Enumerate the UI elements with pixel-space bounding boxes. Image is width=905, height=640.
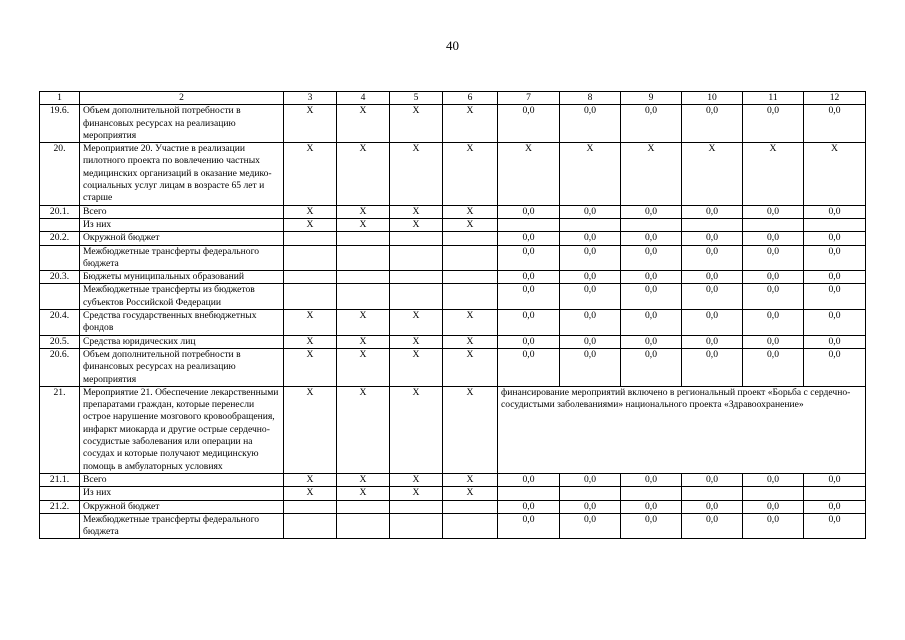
value-cell (682, 487, 743, 500)
table-row (40, 271, 866, 284)
value-cell (743, 487, 804, 500)
table-row (40, 487, 866, 500)
value-cell: 0,0 (498, 513, 560, 539)
value-cell: 0,0 (560, 205, 621, 218)
value-cell: 0,0 (621, 473, 682, 486)
value-cell: X (337, 348, 390, 386)
value-cell: 0,0 (498, 310, 560, 336)
row-name-cell: Мероприятие 20. Участие в реализации пилотного проекта по вовлечению частных медицинских организаций в оказание медико-социальных услуг лицам в возрасте 65 лет и старше (80, 143, 284, 205)
value-cell: X (284, 310, 337, 336)
value-cell (804, 487, 866, 500)
header-cell: 11 (743, 92, 804, 105)
value-cell: 0,0 (804, 500, 866, 513)
value-cell: 0,0 (743, 284, 804, 310)
value-cell (743, 218, 804, 231)
value-cell (498, 218, 560, 231)
value-cell: 0,0 (743, 205, 804, 218)
value-cell: X (284, 335, 337, 348)
header-cell: 3 (284, 92, 337, 105)
value-cell (560, 487, 621, 500)
table-row (40, 386, 866, 473)
value-cell: 0,0 (560, 473, 621, 486)
value-cell: 0,0 (804, 105, 866, 143)
value-cell: 0,0 (743, 232, 804, 245)
value-cell: X (284, 218, 337, 231)
value-cell: 0,0 (804, 473, 866, 486)
value-cell (621, 487, 682, 500)
value-cell: X (560, 143, 621, 205)
value-cell (284, 500, 337, 513)
value-cell: 0,0 (621, 513, 682, 539)
table-row (40, 143, 866, 205)
value-cell: 0,0 (804, 284, 866, 310)
header-cell: 8 (560, 92, 621, 105)
value-cell (443, 513, 498, 539)
row-name-cell: Из них (80, 218, 284, 231)
row-number-cell: 20.3. (40, 271, 80, 284)
value-cell (390, 245, 443, 271)
header-cell: 4 (337, 92, 390, 105)
header-row (40, 92, 866, 105)
value-cell (390, 271, 443, 284)
row-number-cell (40, 218, 80, 231)
value-cell: 0,0 (804, 335, 866, 348)
value-cell: X (743, 143, 804, 205)
value-cell: 0,0 (804, 232, 866, 245)
row-name-cell: Окружной бюджет (80, 500, 284, 513)
value-cell: 0,0 (560, 513, 621, 539)
value-cell: 0,0 (621, 232, 682, 245)
value-cell: X (443, 105, 498, 143)
value-cell: X (443, 487, 498, 500)
value-cell: 0,0 (743, 335, 804, 348)
value-cell: X (390, 143, 443, 205)
value-cell: 0,0 (682, 284, 743, 310)
value-cell: 0,0 (621, 105, 682, 143)
value-cell: 0,0 (560, 232, 621, 245)
value-cell: 0,0 (498, 284, 560, 310)
value-cell: 0,0 (743, 271, 804, 284)
value-cell: 0,0 (804, 513, 866, 539)
value-cell: 0,0 (621, 284, 682, 310)
value-cell: 0,0 (621, 335, 682, 348)
table-row (40, 473, 866, 486)
value-cell: X (443, 348, 498, 386)
table-row (40, 513, 866, 539)
row-number-cell: 20.5. (40, 335, 80, 348)
value-cell: 0,0 (804, 205, 866, 218)
value-cell: 0,0 (560, 284, 621, 310)
value-cell: X (390, 105, 443, 143)
row-name-cell: Межбюджетные трансферты федерального бюджета (80, 245, 284, 271)
value-cell (443, 284, 498, 310)
table-row (40, 335, 866, 348)
value-cell: 0,0 (682, 271, 743, 284)
row-number-cell: 20.6. (40, 348, 80, 386)
value-cell: 0,0 (682, 335, 743, 348)
value-cell: X (337, 143, 390, 205)
value-cell (284, 271, 337, 284)
value-cell: X (390, 348, 443, 386)
value-cell: 0,0 (682, 473, 743, 486)
value-cell: 0,0 (498, 232, 560, 245)
value-cell: X (804, 143, 866, 205)
row-name-cell: Средства государственных внебюджетных фондов (80, 310, 284, 336)
row-name-cell: Объем дополнительной потребности в финансовых ресурсах на реализацию мероприятия (80, 348, 284, 386)
row-name-cell: Бюджеты муниципальных образований (80, 271, 284, 284)
value-cell: X (337, 335, 390, 348)
value-cell: 0,0 (621, 271, 682, 284)
value-cell: X (337, 473, 390, 486)
row-number-cell: 20.4. (40, 310, 80, 336)
value-cell: X (337, 310, 390, 336)
value-cell (443, 232, 498, 245)
value-cell: 0,0 (682, 513, 743, 539)
value-cell: X (443, 386, 498, 473)
value-cell: 0,0 (682, 348, 743, 386)
row-number-cell: 21. (40, 386, 80, 473)
note-cell: финансирование мероприятий включено в региональный проект «Борьба с сердечно-сосудистыми заболеваниями» национального проекта «Здравоохранение» (498, 386, 866, 473)
value-cell (284, 513, 337, 539)
value-cell: 0,0 (621, 205, 682, 218)
value-cell (337, 500, 390, 513)
value-cell: X (390, 205, 443, 218)
value-cell: X (284, 473, 337, 486)
value-cell: 0,0 (682, 310, 743, 336)
header-cell: 9 (621, 92, 682, 105)
row-name-cell: Средства юридических лиц (80, 335, 284, 348)
table-row (40, 348, 866, 386)
value-cell: 0,0 (498, 348, 560, 386)
row-number-cell: 20. (40, 143, 80, 205)
value-cell: X (443, 205, 498, 218)
value-cell: X (390, 310, 443, 336)
value-cell (682, 218, 743, 231)
value-cell (390, 500, 443, 513)
value-cell: X (284, 205, 337, 218)
value-cell (443, 271, 498, 284)
value-cell: 0,0 (498, 105, 560, 143)
row-number-cell: 19.6. (40, 105, 80, 143)
value-cell: X (443, 473, 498, 486)
header-cell: 1 (40, 92, 80, 105)
table-row (40, 284, 866, 310)
value-cell: 0,0 (743, 310, 804, 336)
value-cell: X (284, 143, 337, 205)
value-cell: 0,0 (560, 335, 621, 348)
value-cell: X (443, 335, 498, 348)
row-number-cell: 20.1. (40, 205, 80, 218)
value-cell: X (337, 205, 390, 218)
row-number-cell (40, 487, 80, 500)
value-cell: 0,0 (743, 245, 804, 271)
value-cell (337, 284, 390, 310)
row-name-cell: Межбюджетные трансферты из бюджетов субъектов Российской Федерации (80, 284, 284, 310)
header-cell: 5 (390, 92, 443, 105)
header-cell: 10 (682, 92, 743, 105)
header-cell: 2 (80, 92, 284, 105)
value-cell: 0,0 (560, 271, 621, 284)
value-cell: 0,0 (498, 245, 560, 271)
value-cell: 0,0 (498, 335, 560, 348)
value-cell: 0,0 (498, 271, 560, 284)
value-cell (804, 218, 866, 231)
value-cell: 0,0 (682, 205, 743, 218)
value-cell: X (621, 143, 682, 205)
value-cell: 0,0 (498, 500, 560, 513)
value-cell (337, 232, 390, 245)
row-number-cell: 21.2. (40, 500, 80, 513)
value-cell: 0,0 (743, 348, 804, 386)
value-cell: 0,0 (682, 232, 743, 245)
row-name-cell: Всего (80, 205, 284, 218)
row-name-cell: Межбюджетные трансферты федерального бюджета (80, 513, 284, 539)
value-cell: X (337, 487, 390, 500)
table-row (40, 218, 866, 231)
value-cell: 0,0 (804, 245, 866, 271)
budget-table (39, 91, 866, 539)
value-cell: 0,0 (498, 205, 560, 218)
header-cell: 7 (498, 92, 560, 105)
value-cell: X (284, 386, 337, 473)
value-cell (337, 513, 390, 539)
value-cell (621, 218, 682, 231)
value-cell (390, 232, 443, 245)
value-cell: 0,0 (804, 348, 866, 386)
value-cell: 0,0 (560, 310, 621, 336)
header-cell: 12 (804, 92, 866, 105)
value-cell: 0,0 (560, 245, 621, 271)
value-cell: 0,0 (804, 310, 866, 336)
value-cell: X (390, 335, 443, 348)
row-name-cell: Мероприятие 21. Обеспечение лекарственными препаратами граждан, которые перенесли острое нарушение мозгового кровообращения, инфаркт миокарда и другие острые сердечно-сосудистые заболевания или операции на сосудах и которые получают медицинскую помощь в амбулаторных условиях (80, 386, 284, 473)
value-cell: X (390, 386, 443, 473)
value-cell: X (337, 105, 390, 143)
value-cell: X (443, 218, 498, 231)
value-cell: 0,0 (621, 245, 682, 271)
value-cell (284, 232, 337, 245)
value-cell: X (682, 143, 743, 205)
value-cell (560, 218, 621, 231)
value-cell (284, 245, 337, 271)
value-cell: X (443, 143, 498, 205)
value-cell: 0,0 (621, 310, 682, 336)
value-cell (443, 245, 498, 271)
value-cell: X (390, 473, 443, 486)
value-cell: 0,0 (560, 348, 621, 386)
value-cell: X (390, 487, 443, 500)
value-cell: X (390, 218, 443, 231)
row-number-cell (40, 284, 80, 310)
value-cell: 0,0 (804, 271, 866, 284)
value-cell (443, 500, 498, 513)
value-cell: X (337, 386, 390, 473)
value-cell: 0,0 (498, 473, 560, 486)
table-row (40, 245, 866, 271)
row-number-cell (40, 513, 80, 539)
table-row (40, 105, 866, 143)
table-row (40, 232, 866, 245)
value-cell: 0,0 (621, 348, 682, 386)
value-cell: 0,0 (743, 513, 804, 539)
value-cell: X (284, 348, 337, 386)
value-cell: 0,0 (682, 245, 743, 271)
row-name-cell: Всего (80, 473, 284, 486)
value-cell: 0,0 (560, 500, 621, 513)
value-cell: 0,0 (621, 500, 682, 513)
value-cell: 0,0 (743, 500, 804, 513)
value-cell: X (498, 143, 560, 205)
page-number: 40 (446, 38, 459, 53)
row-number-cell: 21.1. (40, 473, 80, 486)
table-row (40, 500, 866, 513)
value-cell (498, 487, 560, 500)
value-cell (337, 271, 390, 284)
header-cell: 6 (443, 92, 498, 105)
row-number-cell (40, 245, 80, 271)
value-cell: 0,0 (743, 473, 804, 486)
value-cell: X (284, 487, 337, 500)
row-number-cell: 20.2. (40, 232, 80, 245)
value-cell: X (337, 218, 390, 231)
table-row (40, 310, 866, 336)
value-cell: 0,0 (560, 105, 621, 143)
row-name-cell: Объем дополнительной потребности в финансовых ресурсах на реализацию мероприятия (80, 105, 284, 143)
value-cell: 0,0 (743, 105, 804, 143)
value-cell (390, 513, 443, 539)
value-cell: X (284, 105, 337, 143)
value-cell (337, 245, 390, 271)
value-cell: 0,0 (682, 500, 743, 513)
table-row (40, 205, 866, 218)
value-cell (390, 284, 443, 310)
row-name-cell: Окружной бюджет (80, 232, 284, 245)
row-name-cell: Из них (80, 487, 284, 500)
value-cell (284, 284, 337, 310)
value-cell: X (443, 310, 498, 336)
value-cell: 0,0 (682, 105, 743, 143)
